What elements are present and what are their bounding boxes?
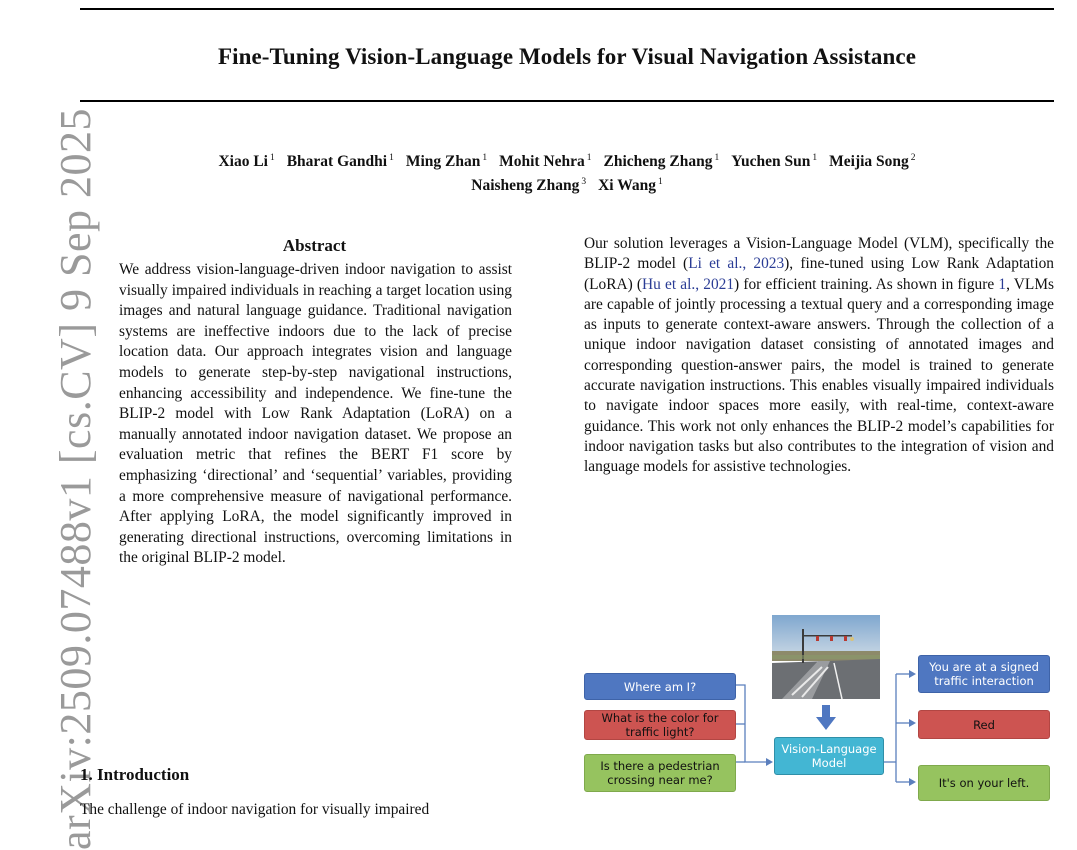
abstract-text: We address vision-language-driven indoor navigation to assist visually impaired individuals in reaching a target location using images and natural language guidance. Traditional navigation systems are ineffective indoors due to the lack of precise location data. Our approach integrates vision and language models to generate step-by-step navigational instructions, enhancing accessibility and independence. We fine-tune the BLIP-2 model with Low Rank Adaptation (LoRA) on a manually annotated indoor navigation dataset. We propose an evaluation metric that refines the BERT F1 score by emphasizing ‘directional’ and ‘sequential’ variables, providing a more comprehensive measure of navigational performance. After applying LoRA, the model significantly improved in generating directional instructions, overcoming limitations in the original BLIP-2 model. (119, 261, 512, 567)
affiliation-marker: 3 (581, 177, 587, 187)
author-list (80, 148, 1054, 196)
question-box: Where am I? (584, 673, 736, 700)
section-heading: 1. Introduction (80, 765, 190, 784)
abstract-heading: Abstract (282, 236, 347, 255)
affiliation-marker: 1 (812, 153, 818, 163)
author-name (287, 153, 394, 170)
citation-link[interactable]: Hu et al., 2021 (642, 275, 735, 293)
figure-vlm-diagram (580, 615, 1060, 815)
author-name (604, 153, 720, 170)
right-column-text (584, 234, 1054, 478)
citation-link[interactable]: Li et al., 2023 (688, 255, 785, 273)
author-label: Ming Zhan (405, 153, 481, 170)
traffic-photo (772, 615, 880, 699)
author-label: Xi Wang (598, 177, 656, 194)
author-name (499, 153, 591, 170)
arxiv-id: arXiv:2509.07488v1 [cs.CV] 9 Sep 2025 (51, 108, 100, 850)
author-name (829, 153, 915, 170)
author-name (406, 153, 487, 170)
author-label: Xiao Li (218, 153, 268, 170)
figure-link[interactable]: 1 (998, 275, 1007, 293)
affiliation-marker: 1 (714, 153, 720, 163)
answer-box: You are at a signed traffic interaction (918, 655, 1050, 693)
affiliation-marker: 1 (586, 153, 592, 163)
answer-box: Red (918, 710, 1050, 739)
title-bottom-rule (80, 100, 1054, 102)
author-label: Naisheng Zhang (471, 177, 580, 194)
author-name (731, 153, 817, 170)
answer-box: It's on your left. (918, 765, 1050, 801)
affiliation-marker: 2 (910, 153, 916, 163)
text-segment: Our solution leverages a Vision-Language Model (VLM), specifically the BLIP-2 model ( (584, 235, 1054, 273)
vlm-model-box: Vision-Language Model (774, 737, 884, 775)
paper-title: Fine-Tuning Vision-Language Models for Visual Navigation Assistance (217, 44, 917, 69)
author-name (598, 177, 663, 194)
affiliation-marker: 1 (657, 177, 663, 187)
author-label: Meijia Song (829, 153, 909, 170)
question-box: Is there a pedestrian crossing near me? (584, 754, 736, 792)
affiliation-marker: 1 (269, 153, 275, 163)
affiliation-marker: 1 (389, 153, 394, 163)
author-label: Yuchen Sun (731, 153, 811, 170)
top-rule (80, 8, 1054, 10)
arxiv-watermark (0, 0, 100, 850)
text-segment: ) for efficient training. As shown in figure (734, 275, 999, 293)
author-name (471, 177, 586, 194)
author-label: Mohit Nehra (499, 153, 585, 170)
question-box: What is the color for traffic light? (584, 710, 736, 740)
street-image (772, 615, 880, 699)
text-segment: , VLMs are capable of jointly processing a textual query and a corresponding image as inputs to generate context-aware answers. Through the collection of a unique indoor navigation dataset consisting of annotated images and corresponding question-answer pairs, the model is trained to generate accurate navigation instructions. This enables visually impaired individuals to navigate indoor spaces more easily, with real-time, context-aware guidance. This work not only enhances the BLIP-2 model’s capabilities for indoor navigation tasks but also contributes to the integration of vision and language models for assistive technologies. (584, 275, 1054, 476)
author-name (218, 153, 274, 170)
author-label: Bharat Gandhi (286, 153, 388, 170)
intro-text: The challenge of indoor navigation for visually impaired (80, 801, 430, 818)
affiliation-marker: 1 (482, 153, 488, 163)
author-label: Zhicheng Zhang (603, 153, 713, 170)
text-segment: ), fine-tuned using Low Rank Adaptation (LoRA) ( (584, 255, 1054, 293)
